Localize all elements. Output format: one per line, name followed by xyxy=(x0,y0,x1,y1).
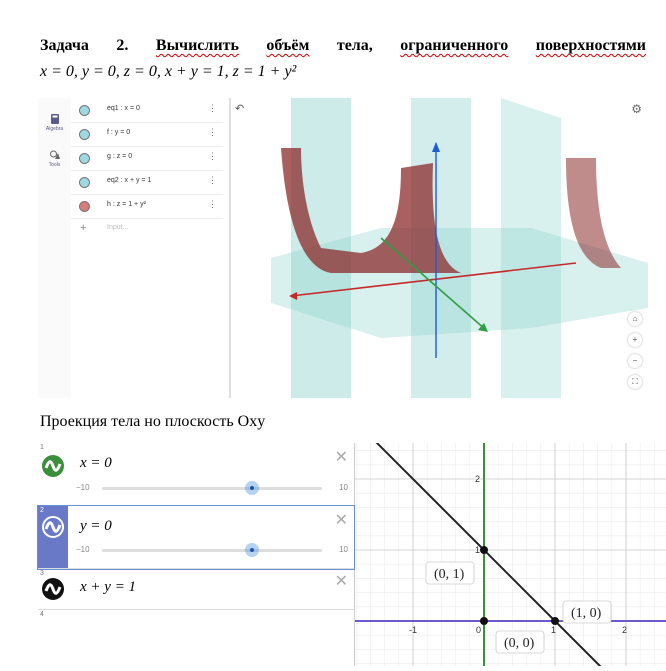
more-icon[interactable]: ⋮ xyxy=(208,103,217,113)
shapes-icon xyxy=(50,150,60,160)
coordinate-plane xyxy=(355,443,666,666)
heading-word: Задача xyxy=(40,37,89,54)
point-marker xyxy=(551,617,559,625)
slider-max: 10 xyxy=(339,545,348,554)
algebra-view-2d xyxy=(38,443,355,666)
heading-word: объём xyxy=(266,37,310,54)
zoom-in-icon[interactable]: + xyxy=(628,333,642,347)
item-expression[interactable]: x = 0 xyxy=(80,455,112,471)
slider-handle[interactable] xyxy=(245,543,259,557)
algebra-row[interactable] xyxy=(71,98,223,123)
object-expression: g : z = 0 xyxy=(107,153,133,160)
scene-3d xyxy=(231,98,648,398)
x-tick-label: 1 xyxy=(551,625,557,635)
sidebar-algebra[interactable] xyxy=(38,114,71,132)
item-number: 1 xyxy=(40,444,44,451)
slider-track[interactable] xyxy=(102,549,322,552)
toggle-visibility-icon[interactable] xyxy=(42,578,64,600)
more-icon[interactable]: ⋮ xyxy=(208,175,217,185)
visibility-toggle[interactable] xyxy=(79,129,90,140)
object-expression: h : z = 1 + y² xyxy=(107,201,146,208)
graphics-2d-view[interactable] xyxy=(355,443,666,666)
visibility-toggle[interactable] xyxy=(79,201,90,212)
point-marker xyxy=(480,546,488,554)
algebra-input-row[interactable] xyxy=(38,610,354,666)
task-text xyxy=(40,36,646,82)
heading-word: поверхностями xyxy=(535,37,646,54)
visibility-toggle[interactable] xyxy=(79,153,90,164)
heading-word: 2. xyxy=(116,37,129,54)
visibility-toggle[interactable] xyxy=(79,177,90,188)
x-tick-label: 0 xyxy=(476,625,482,635)
slider-min: −10 xyxy=(76,483,90,492)
algebra-row[interactable] xyxy=(71,170,223,195)
x-tick-label: -1 xyxy=(409,625,418,635)
point-label: (0, 0) xyxy=(504,636,535,651)
more-icon[interactable]: ⋮ xyxy=(208,199,217,209)
close-icon[interactable]: ✕ xyxy=(334,512,348,529)
value-slider[interactable] xyxy=(76,543,348,557)
value-slider[interactable] xyxy=(76,481,348,495)
object-expression: eq1 : x = 0 xyxy=(107,105,140,112)
slider-handle[interactable] xyxy=(245,481,259,495)
item-expression[interactable]: y = 0 xyxy=(80,518,112,534)
algebra-item[interactable] xyxy=(38,569,354,610)
algebra-row[interactable] xyxy=(71,122,223,147)
algebra-item[interactable] xyxy=(38,443,354,506)
algebra-input-row[interactable] xyxy=(71,218,223,240)
calculator-icon xyxy=(50,114,60,124)
line-x-plus-y-equals-1 xyxy=(356,443,619,666)
gg-sidebar xyxy=(38,98,72,398)
fullscreen-icon[interactable]: ⛶ xyxy=(628,375,642,389)
task-formula: x = 0, y = 0, z = 0, x + y = 1, z = 1 + y² xyxy=(40,63,297,80)
slider-min: −10 xyxy=(76,545,90,554)
toggle-visibility-icon[interactable] xyxy=(42,455,64,477)
sidebar-tools[interactable] xyxy=(38,150,71,168)
home-icon[interactable]: ⌂ xyxy=(628,312,642,326)
object-expression: eq2 : x + y = 1 xyxy=(107,177,152,184)
graphics-3d-view[interactable] xyxy=(231,98,648,398)
item-number: 2 xyxy=(40,507,44,514)
algebra-row[interactable] xyxy=(71,194,223,219)
slider-max: 10 xyxy=(339,483,348,492)
geogebra-3d-panel xyxy=(38,98,648,398)
close-icon[interactable]: ✕ xyxy=(334,449,348,466)
projection-caption xyxy=(40,413,265,431)
more-icon[interactable]: ⋮ xyxy=(208,151,217,161)
projection-title: Проекция тела но плоскость Oxy xyxy=(40,413,266,430)
y-tick-label: 2 xyxy=(475,474,481,484)
heading-word: тела, xyxy=(336,37,373,54)
slider-track[interactable] xyxy=(102,487,322,490)
item-number: 4 xyxy=(40,611,44,618)
plus-icon[interactable]: + xyxy=(80,222,87,234)
point-marker xyxy=(480,617,488,625)
undo-icon[interactable]: ↶ xyxy=(235,103,245,115)
task-heading xyxy=(40,36,646,56)
visibility-toggle[interactable] xyxy=(79,105,90,116)
sidebar-label: Algebra xyxy=(45,126,64,132)
point-label: (0, 1) xyxy=(434,567,465,582)
heading-word: Вычислить xyxy=(155,37,239,54)
geogebra-2d-panel xyxy=(38,443,666,666)
item-number: 3 xyxy=(40,570,44,577)
algebra-view xyxy=(71,98,231,398)
zoom-out-icon[interactable]: − xyxy=(628,354,642,368)
close-icon[interactable]: ✕ xyxy=(334,573,348,590)
algebra-item-selected[interactable] xyxy=(38,506,354,569)
heading-word: ограниченного xyxy=(400,37,509,54)
toggle-visibility-icon[interactable] xyxy=(42,516,64,538)
object-expression: f : y = 0 xyxy=(107,129,131,136)
x-tick-label: 2 xyxy=(622,625,628,635)
point-label: (1, 0) xyxy=(571,606,602,621)
algebra-row[interactable] xyxy=(71,146,223,171)
gear-icon[interactable]: ⚙ xyxy=(631,102,642,116)
input-placeholder[interactable]: Input... xyxy=(107,224,129,231)
item-expression[interactable]: x + y = 1 xyxy=(80,579,137,595)
sidebar-label: Tools xyxy=(48,162,61,168)
more-icon[interactable]: ⋮ xyxy=(208,127,217,137)
y-tick-label: 1 xyxy=(475,545,481,555)
